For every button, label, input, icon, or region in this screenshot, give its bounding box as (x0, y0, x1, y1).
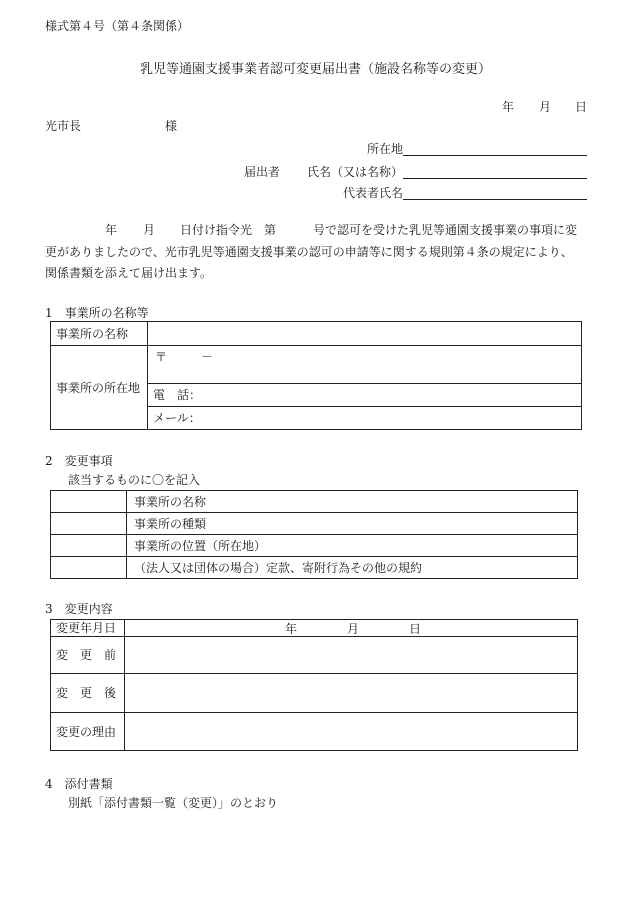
change-item-label: 事業所の種類 (127, 513, 578, 535)
change-date-label: 変更年月日 (51, 620, 125, 637)
change-item-check[interactable] (51, 513, 127, 535)
reason-label: 変更の理由 (51, 713, 125, 751)
change-date-month: 月 (347, 622, 360, 636)
document-title: 乳児等通園支援事業者認可変更届出書（施設名称等の変更） (140, 62, 492, 77)
change-item-check[interactable] (51, 535, 127, 557)
body-p2: 更がありましたので、光市乳児等通園支援事業の認可の申請等に関する規則第４条の規定により、 (45, 245, 573, 259)
applicant-address-label: 所在地 (367, 142, 404, 156)
after-field[interactable] (125, 674, 578, 713)
change-item-check[interactable] (51, 557, 127, 579)
section3-heading: 3 変更内容 (45, 602, 113, 616)
date-day: 日 (575, 100, 588, 114)
change-items-table (50, 490, 578, 579)
section1-heading: 1 事業所の名称等 (45, 306, 149, 320)
change-date-day: 日 (409, 622, 422, 636)
facility-mail-field[interactable] (148, 407, 582, 430)
facility-name-label: 事業所の名称 (51, 322, 148, 346)
reason-field[interactable] (125, 713, 578, 751)
addressee-honorific: 様 (165, 119, 178, 133)
change-content-table (50, 619, 578, 751)
facility-postal-field[interactable] (148, 346, 582, 384)
facility-info-table (50, 321, 582, 430)
facility-name-field[interactable] (148, 322, 582, 346)
facility-address-label: 事業所の所在地 (51, 346, 148, 430)
change-item-label: （法人又は団体の場合）定款、寄附行為その他の規約 (127, 557, 578, 579)
body-p3: 関係書類を添えて届け出ます。 (45, 266, 213, 280)
applicant-role-label: 届出者 (244, 165, 281, 179)
change-date-field[interactable] (125, 620, 578, 637)
before-label: 変 更 前 (51, 637, 125, 674)
applicant-name-label: 氏名（又は名称） (307, 165, 404, 179)
body-p1-year: 年 (105, 223, 118, 237)
facility-phone-field[interactable] (148, 384, 582, 407)
date-year: 年 (502, 100, 515, 114)
section2-heading: 2 変更事項 (45, 454, 113, 468)
addressee-office: 光市長 (45, 119, 82, 133)
section4-note: 別紙「添付書類一覧（変更）」のとおり (68, 796, 279, 810)
applicant-rep-line[interactable] (403, 199, 587, 200)
after-label: 変 更 後 (51, 674, 125, 713)
section4-heading: 4 添付書類 (45, 777, 113, 791)
applicant-rep-label: 代表者氏名 (343, 186, 404, 200)
change-item-label: 事業所の名称 (127, 491, 578, 513)
phone-label: 電 話： (153, 388, 202, 402)
body-p1-month: 月 (143, 223, 156, 237)
change-item-check[interactable] (51, 491, 127, 513)
postal-dash: － (201, 350, 214, 364)
body-p1-mid: 日付け指令光 第 (180, 223, 277, 237)
section2-instruction: 該当するものに〇を記入 (68, 473, 201, 487)
applicant-name-line[interactable] (403, 178, 587, 179)
mail-label: メール： (153, 411, 201, 425)
change-date-year: 年 (285, 622, 298, 636)
applicant-address-line[interactable] (403, 155, 587, 156)
before-field[interactable] (125, 637, 578, 674)
postal-mark: 〒 (155, 350, 168, 364)
change-item-label: 事業所の位置（所在地） (127, 535, 578, 557)
date-month: 月 (539, 100, 552, 114)
body-p1-end: 号で認可を受けた乳児等通園支援事業の事項に変 (313, 223, 578, 237)
form-number: 様式第４号（第４条関係） (45, 19, 190, 33)
